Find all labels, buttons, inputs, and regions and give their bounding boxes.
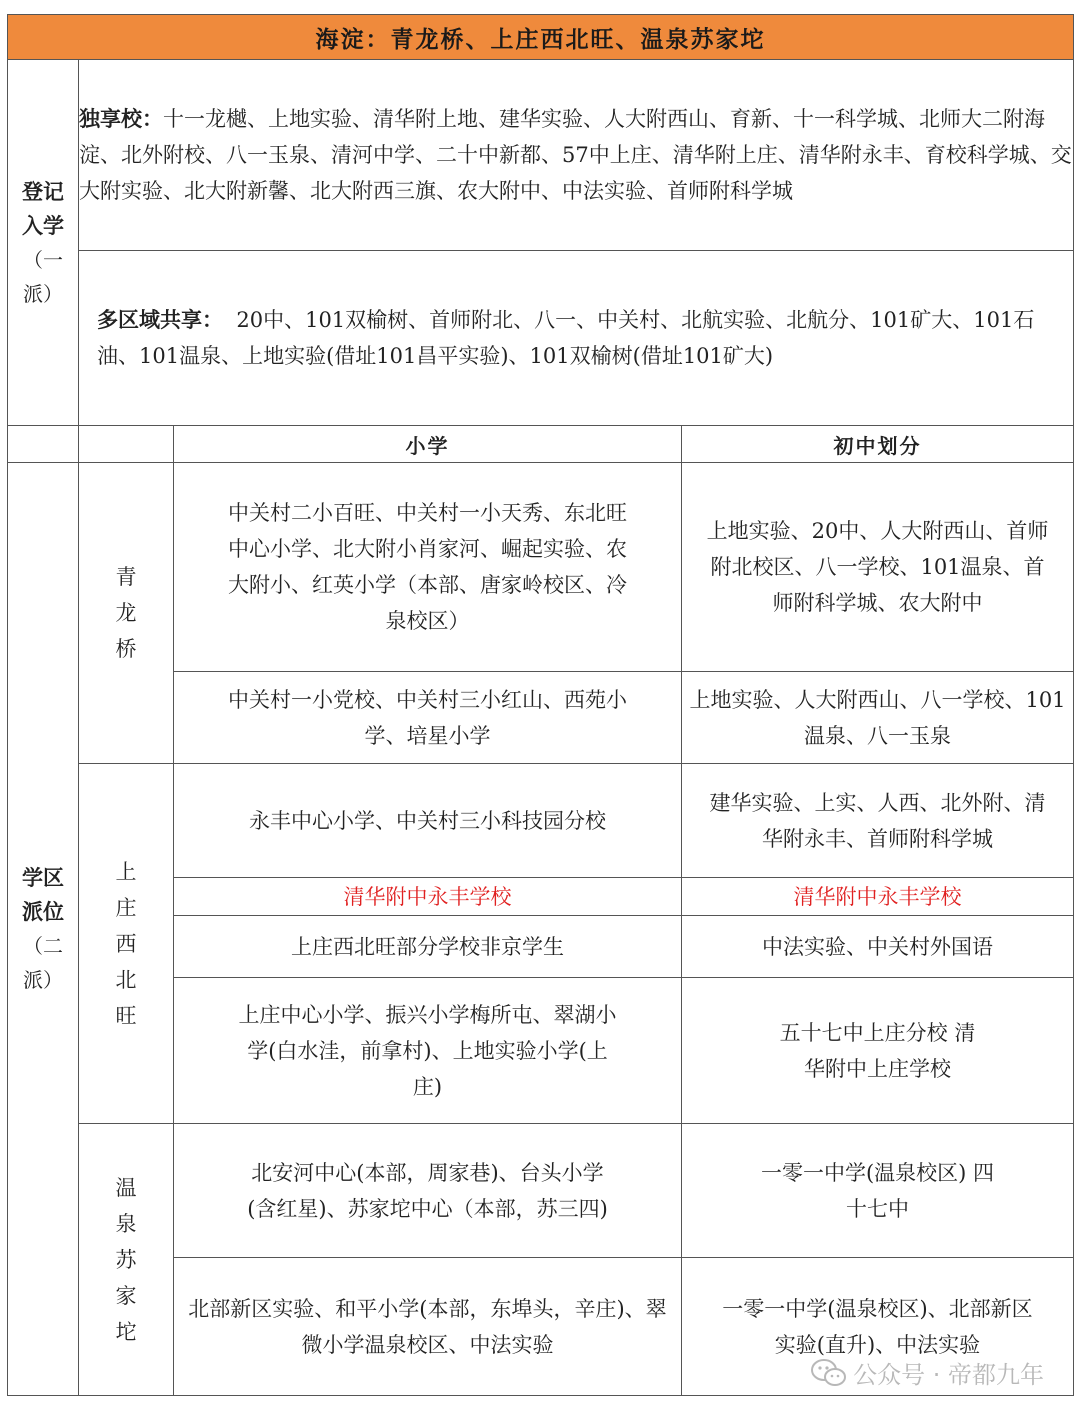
- primary-cell: 永丰中心小学、中关村三小科技园分校: [174, 764, 682, 878]
- primary-cell: 中关村一小党校、中关村三小红山、西苑小学、培星小学: [174, 672, 682, 764]
- primary-cell: 上庄西北旺部分学校非京学生: [174, 916, 682, 978]
- middle-cell: 一零一中学(温泉校区)、北部新区实验(直升)、中法实验: [682, 1258, 1074, 1396]
- header-middle: 初中划分: [682, 426, 1074, 463]
- primary-cell: 上庄中心小学、振兴小学梅所屯、翠湖小学(白水洼，前拿村)、上地实验小学(上庄): [174, 978, 682, 1124]
- area-char: 庄: [115, 895, 137, 920]
- shared-label: 多区域共享：: [97, 307, 223, 332]
- middle-cell-highlight: 清华附中永丰学校: [682, 878, 1074, 916]
- wechat-icon: [811, 1358, 847, 1388]
- area-qinglongqiao: [79, 463, 174, 764]
- area-char: 坨: [115, 1319, 137, 1344]
- registration-exclusive-row: [8, 60, 1074, 251]
- exclusive-label: 独享校：: [79, 106, 163, 131]
- middle-cell: 上地实验、20中、人大附西山、首师附北校区、八一学校、101温泉、首师附科学城、农大附中: [682, 463, 1074, 672]
- header-empty-cell: [8, 426, 79, 463]
- primary-cell: 北安河中心(本部，周家巷)、台头小学(含红星)、苏家坨中心（本部，苏三四): [174, 1124, 682, 1258]
- district-sub-line: 派）: [23, 968, 63, 992]
- exclusive-text: 十一龙樾、上地实验、清华附上地、建华实验、人大附西山、育新、十一科学城、北师大二附海淀、北外附校、八一玉泉、清河中学、二十中新都、57中上庄、清华附上庄、清华附永丰、育校科学城、交大附实验、北大附新馨、北大附西三旗、农大附中、中法实验、首师附科学城: [79, 107, 1072, 203]
- area-char: 泉: [115, 1211, 137, 1236]
- primary-cell-highlight: 清华附中永丰学校: [174, 878, 682, 916]
- area-char: 上: [115, 859, 137, 884]
- registration-label-line: 登记: [22, 178, 64, 204]
- area-char: 苏: [115, 1247, 137, 1272]
- page: [7, 14, 1073, 1400]
- registration-label-line: 入学: [22, 212, 64, 238]
- area-char: 桥: [115, 637, 137, 661]
- table-row: [8, 764, 1074, 878]
- area-char: 西: [115, 931, 137, 956]
- district-label-line: 派位: [22, 899, 64, 924]
- area-char: 北: [115, 967, 137, 992]
- header-empty-cell: [79, 426, 174, 463]
- table-row: [8, 463, 1074, 672]
- area-char: 温: [115, 1175, 137, 1200]
- title-row: [8, 15, 1074, 60]
- area-char: 家: [115, 1283, 137, 1308]
- district-label: [8, 463, 79, 1396]
- shared-schools: [79, 251, 1074, 426]
- area-shangzhuang-xibeiwang: [79, 764, 174, 1124]
- shared-text: 20中、101双榆树、首师附北、八一、中关村、北航实验、北航分、101矿大、101石油、101温泉、上地实验(借址101昌平实验)、101双榆树(借址101矿大): [97, 308, 1035, 368]
- watermark: [811, 1355, 1044, 1390]
- middle-cell: 上地实验、人大附西山、八一学校、101温泉、八一玉泉: [682, 672, 1074, 764]
- district-label-line: 学区: [22, 865, 64, 890]
- primary-cell: 中关村二小百旺、中关村一小天秀、东北旺中心小学、北大附小肖家河、崛起实验、农大附小、红英小学（本部、唐家岭校区、冷泉校区）: [174, 463, 682, 672]
- area-wenquan-sujiatuo: [79, 1124, 174, 1396]
- table-row: [8, 1124, 1074, 1258]
- header-row: [8, 426, 1074, 463]
- registration-label: [8, 60, 79, 426]
- header-primary: 小学: [174, 426, 682, 463]
- middle-cell: 五十七中上庄分校 清华附中上庄学校: [682, 978, 1074, 1124]
- watermark-text: 公众号 · 帝都九年: [853, 1361, 1044, 1389]
- area-char: 旺: [115, 1003, 137, 1028]
- primary-cell: 北部新区实验、和平小学(本部，东埠头，辛庄)、翠微小学温泉校区、中法实验: [174, 1258, 682, 1396]
- registration-sub-line: （一: [23, 247, 63, 272]
- middle-cell: 中法实验、中关村外国语: [682, 916, 1074, 978]
- middle-cell: 建华实验、上实、人西、北外附、清华附永丰、首师附科学城: [682, 764, 1074, 878]
- page-title: 海淀：青龙桥、上庄西北旺、温泉苏家坨: [8, 15, 1074, 60]
- exclusive-schools: [79, 60, 1074, 251]
- district-sub-line: （二: [23, 934, 63, 958]
- area-char: 龙: [115, 601, 137, 625]
- area-char: 青: [115, 565, 137, 589]
- school-table: [7, 14, 1074, 1396]
- registration-shared-row: [8, 251, 1074, 426]
- registration-sub-line: 派）: [23, 281, 63, 306]
- middle-cell: 一零一中学(温泉校区) 四十七中: [682, 1124, 1074, 1258]
